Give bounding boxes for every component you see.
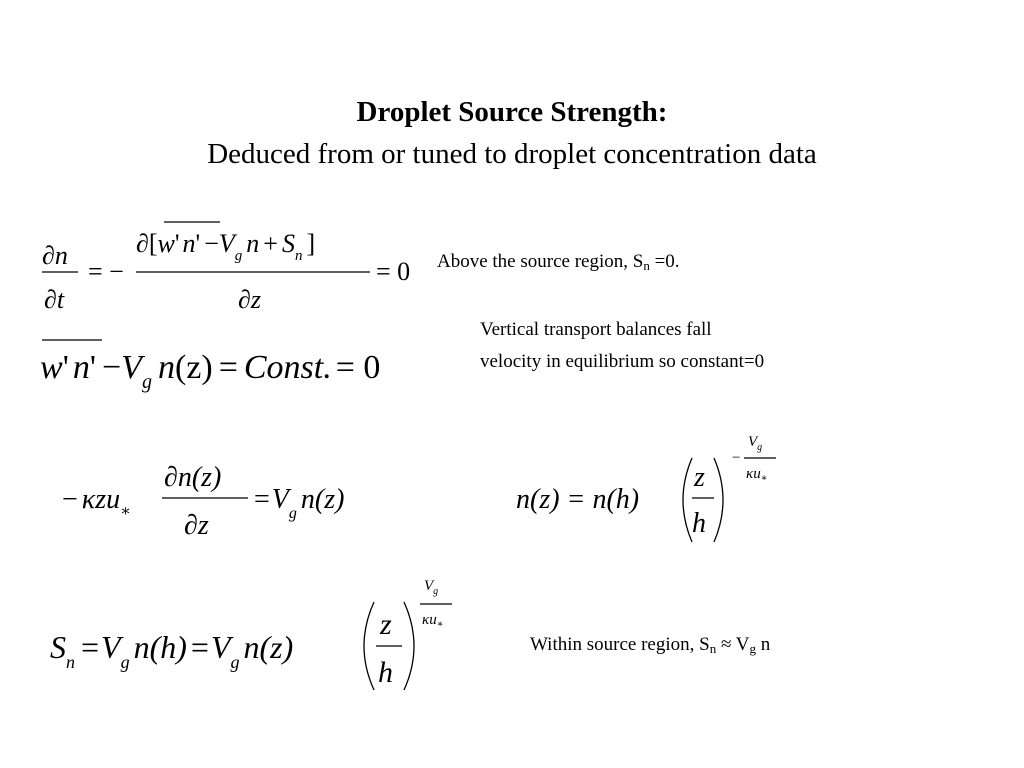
eq1-numerator: ∂[w' $n' -V_g$ $n + S_n$ ] xyxy=(136,229,316,264)
slide-title: Droplet Source Strength: xyxy=(356,96,668,128)
note-above-source: Above the source region, $S_n =0$. xyxy=(437,251,680,273)
note-within-source: Within source region, $S_n \approx V_g$ n xyxy=(530,634,771,656)
eq2-body: w' $n' -V_g$ n(z) = Const. = 0 xyxy=(40,349,381,393)
eq1-denominator: ∂z xyxy=(238,285,261,314)
equation-profile-ode xyxy=(58,452,388,552)
eq3-numerator: ∂n(z) xyxy=(164,462,222,493)
eq5-z: z xyxy=(380,608,392,641)
eq1-partial-n: ∂n xyxy=(42,241,68,270)
eq4-lhs: n(z) = n(h) xyxy=(516,484,640,515)
equation-continuity xyxy=(36,210,436,320)
eq4-exponent-minus: − xyxy=(732,450,741,466)
eq4-exponent-numerator: $V_g$ xyxy=(748,434,763,453)
equation-power-law-profile xyxy=(514,428,794,548)
eq4-right-paren xyxy=(714,458,723,542)
eq4-z: z xyxy=(694,462,705,493)
eq4-h: h xyxy=(692,508,706,539)
equation-constant-flux xyxy=(36,330,456,400)
eq1-equals-zero: = 0 xyxy=(376,257,411,286)
eq1-equals-minus: = − xyxy=(88,257,124,286)
slide-subtitle: Deduced from or tuned to droplet concentration data xyxy=(207,138,817,170)
eq3-denominator: ∂z xyxy=(184,510,209,541)
eq4-exponent-denominator: $\kappa u_∗$ xyxy=(746,466,768,484)
eq5-left-paren xyxy=(364,602,374,690)
eq4-left-paren xyxy=(683,458,692,542)
eq5-h: h xyxy=(378,656,393,689)
eq3-lhs: − κzu$_∗$ xyxy=(62,484,132,520)
eq5-body: $S_n =V_g$ $n(h) =V_g$ n(z) xyxy=(50,629,294,672)
eq5-right-paren xyxy=(404,602,414,690)
equation-source-strength xyxy=(48,574,468,694)
eq3-rhs: $=V_g$ n(z) xyxy=(254,484,345,522)
eq5-exponent-numerator: $V_g$ xyxy=(424,578,439,597)
note-vertical-transport: Vertical transport balances fall velocity in equilibrium so constant=0 xyxy=(480,319,765,372)
eq1-partial-t: ∂t xyxy=(44,285,65,314)
eq5-exponent-denominator: $\kappa u_∗$ xyxy=(422,612,444,630)
